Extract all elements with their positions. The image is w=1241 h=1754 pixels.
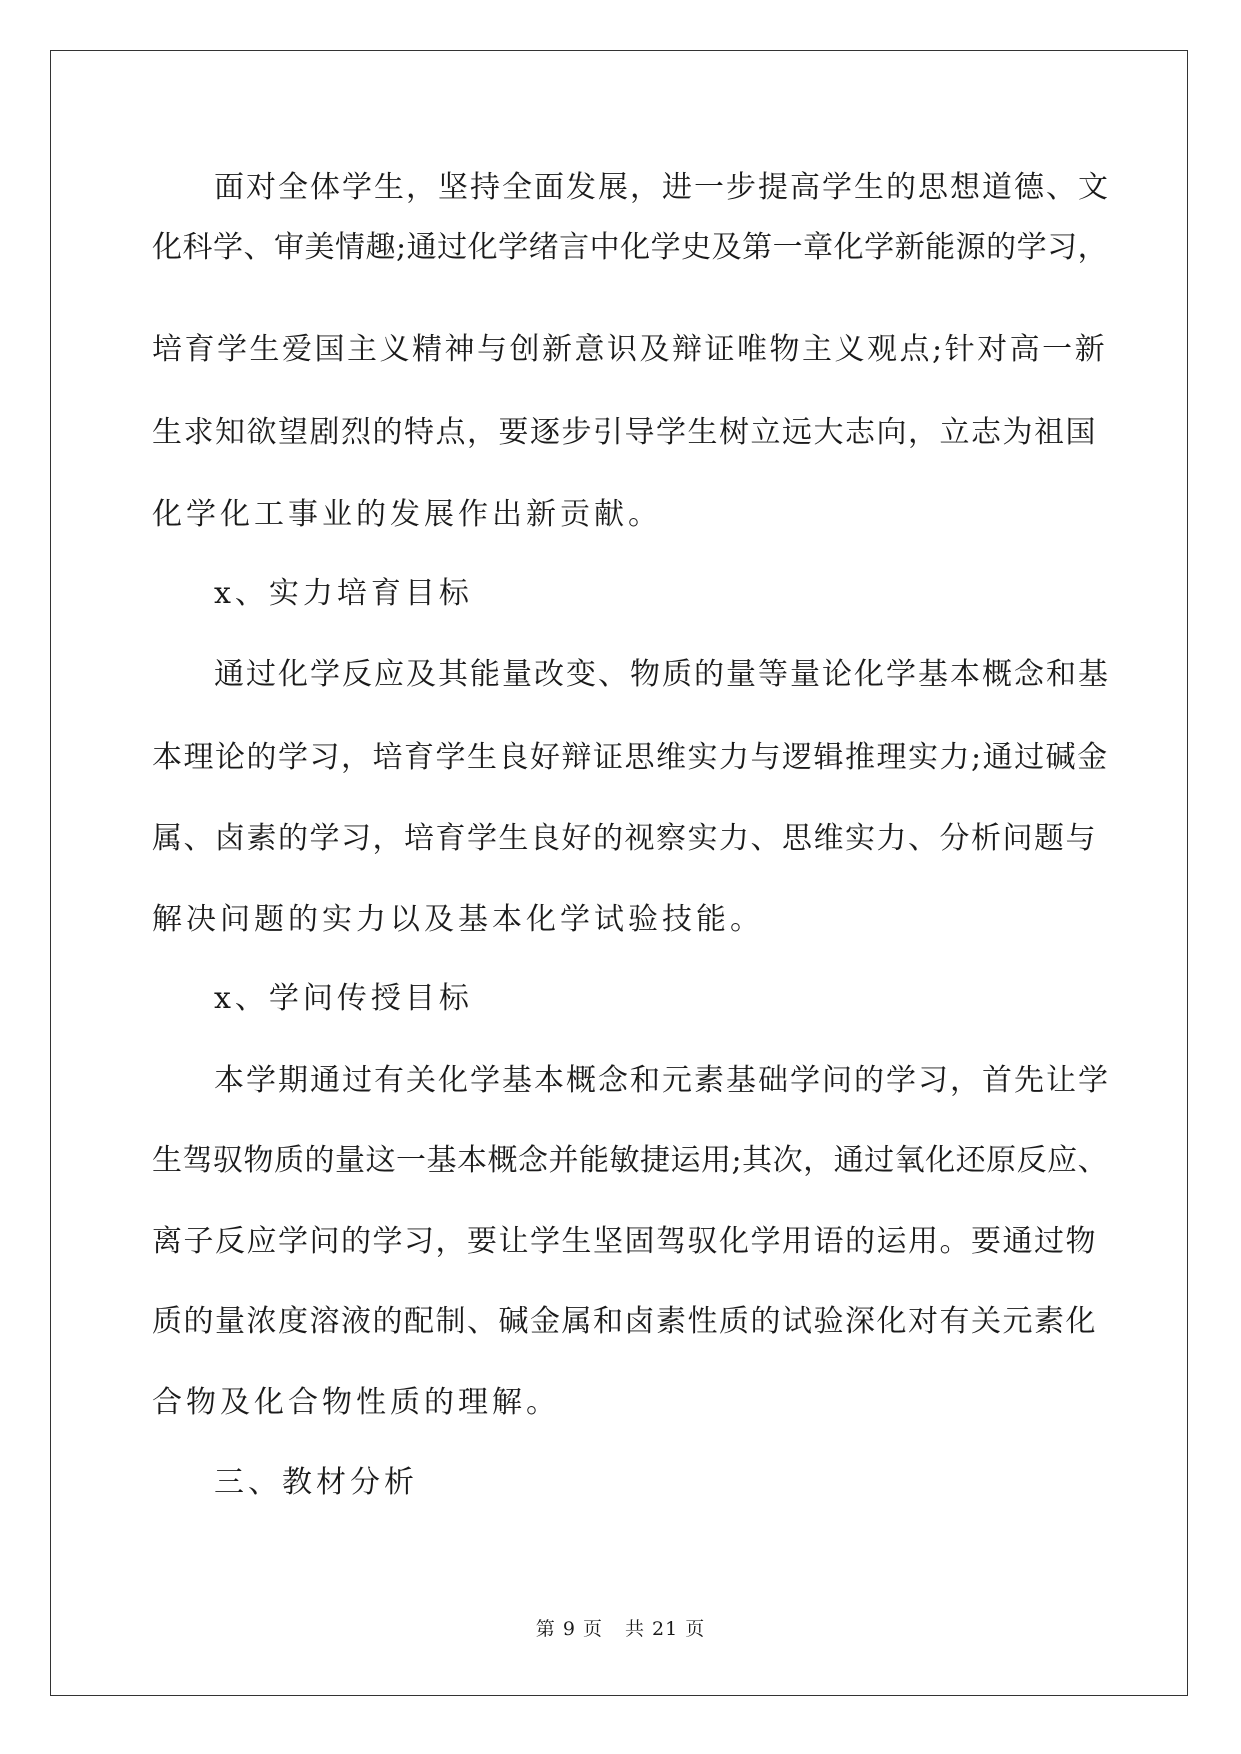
paragraph-line: 通过化学反应及其能量改变、物质的量等量论化学基本概念和基 xyxy=(214,657,1110,692)
paragraph-line: 生求知欲望剧烈的特点，要逐步引导学生树立远大志向，立志为祖国 xyxy=(152,415,1097,450)
paragraph-line: 属、卤素的学习，培育学生良好的视察实力、思维实力、分析问题与 xyxy=(152,821,1097,856)
paragraph-line: 质的量浓度溶液的配制、碱金属和卤素性质的试验深化对有关元素化 xyxy=(152,1304,1097,1339)
section-heading: x、学问传授目标 xyxy=(214,981,473,1016)
paragraph-line: 化学化工事业的发展作出新贡献。 xyxy=(152,497,662,532)
paragraph-line: 解决问题的实力以及基本化学试验技能。 xyxy=(152,902,764,937)
paragraph-line: 培育学生爱国主义精神与创新意识及辩证唯物主义观点;针对高一新 xyxy=(152,332,1108,367)
paragraph-line: 合物及化合物性质的理解。 xyxy=(152,1385,560,1420)
paragraph-line: 面对全体学生，坚持全面发展，进一步提高学生的思想道德、文 xyxy=(214,170,1110,205)
page-number: 第 9 页 xyxy=(535,1618,603,1640)
paragraph-line: 化科学、审美情趣;通过化学绪言中化学史及第一章化学新能源的学习， xyxy=(152,230,1109,265)
paragraph-line: 生驾驭物质的量这一基本概念并能敏捷运用;其次，通过氧化还原反应、 xyxy=(152,1143,1109,1178)
page-border xyxy=(50,50,1188,1696)
paragraph-line: 本理论的学习，培育学生良好辩证思维实力与逻辑推理实力;通过碱金 xyxy=(152,740,1109,775)
section-heading: x、实力培育目标 xyxy=(214,576,473,611)
paragraph-line: 离子反应学问的学习，要让学生坚固驾驭化学用语的运用。要通过物 xyxy=(152,1224,1097,1259)
paragraph-line: 本学期通过有关化学基本概念和元素基础学问的学习，首先让学 xyxy=(214,1063,1110,1098)
page-total: 共 21 页 xyxy=(624,1618,706,1640)
section-heading: 三、教材分析 xyxy=(214,1465,418,1500)
page-footer xyxy=(0,1617,1241,1641)
